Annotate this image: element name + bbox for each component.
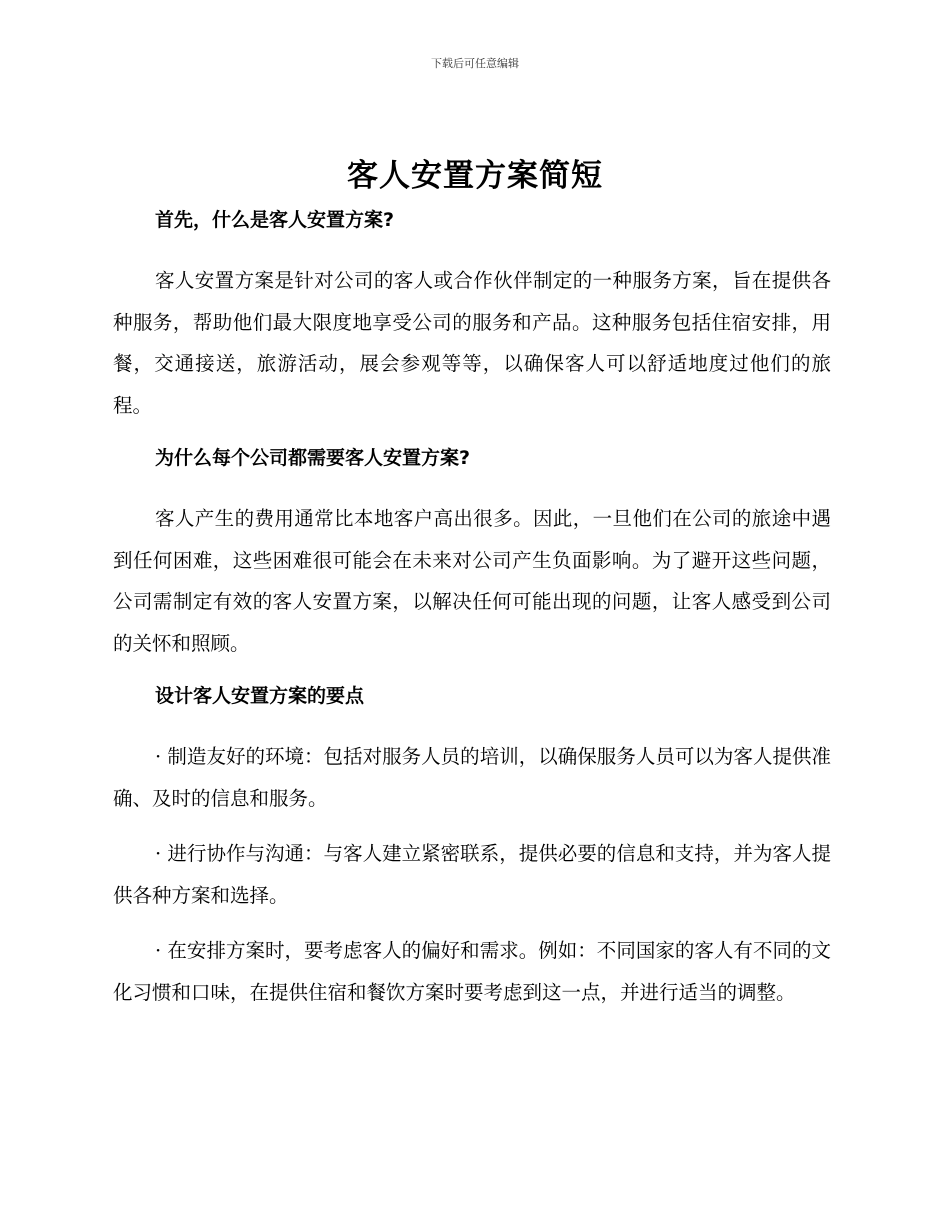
document-title: 客人安置方案简短 (347, 158, 603, 194)
section-key-points (113, 678, 831, 1013)
header-note: 下载后可任意编辑 (431, 57, 519, 70)
bullet-paragraph: · 制造友好的环境：包括对服务人员的培训，以确保服务人员可以为客人提供准确、及时的信息和服务。 (113, 745, 831, 810)
section-heading: 首先，什么是客人安置方案? (155, 209, 395, 231)
body-paragraph: 客人产生的费用通常比本地客户高出很多。因此，一旦他们在公司的旅途中遇到任何困难，这些困难很可能会在未来对公司产生负面影响。为了避开这些问题，公司需制定有效的客人安置方案，以解决任何可能出现的问题，让客人感受到公司的关怀和照顾。 (113, 507, 831, 655)
section-what-is (113, 202, 831, 426)
document-body (113, 202, 831, 1027)
bullet-paragraph: · 在安排方案时，要考虑客人的偏好和需求。例如：不同国家的客人有不同的文化习惯和口味，在提供住宿和餐饮方案时要考虑到这一点，并进行适当的调整。 (113, 939, 831, 1004)
section-heading: 设计客人安置方案的要点 (155, 685, 365, 707)
body-paragraph: 客人安置方案是针对公司的客人或合作伙伴制定的一种服务方案，旨在提供各种服务，帮助他们最大限度地享受公司的服务和产品。这种服务包括住宿安排，用餐，交通接送，旅游活动，展会参观等等，以确保客人可以舒适地度过他们的旅程。 (113, 269, 831, 417)
section-heading: 为什么每个公司都需要客人安置方案? (155, 447, 471, 469)
section-why-needed (113, 440, 831, 664)
bullet-paragraph: · 进行协作与沟通：与客人建立紧密联系，提供必要的信息和支持，并为客人提供各种方案和选择。 (113, 842, 831, 907)
